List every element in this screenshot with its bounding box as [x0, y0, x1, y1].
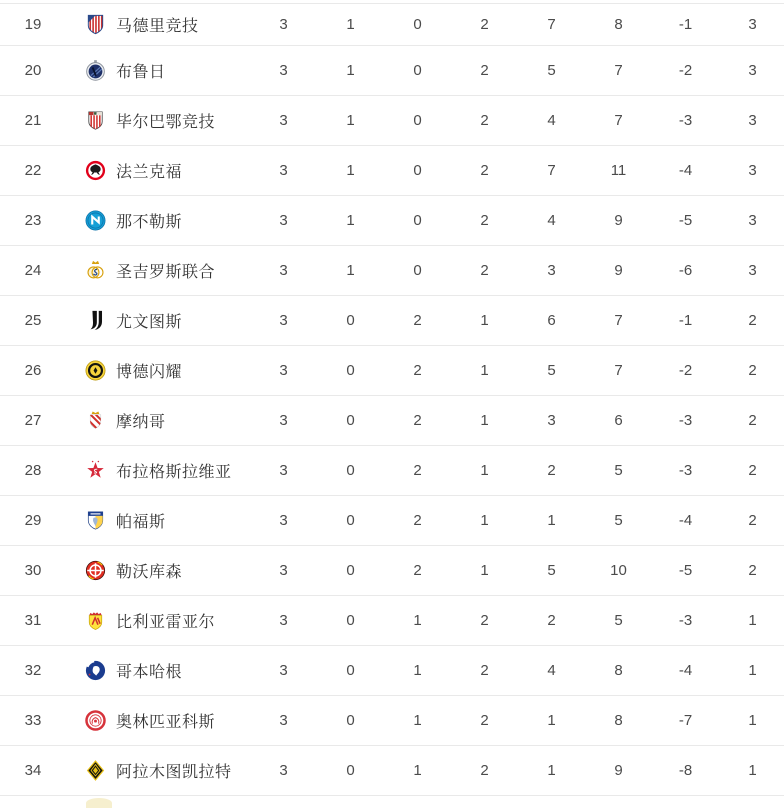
team-stats [250, 446, 784, 495]
stat-goals-against: 8 [614, 16, 623, 33]
team-name: 圣吉罗斯联合 [116, 264, 216, 281]
next-row-logo-sliver [86, 798, 112, 808]
stat-wins: 1 [346, 16, 355, 33]
stat-wins: 0 [346, 412, 355, 429]
table-row[interactable] [0, 396, 784, 446]
stat-goals-for: 1 [547, 512, 556, 529]
team-name: 帕福斯 [116, 514, 166, 531]
stat-goal-diff: -3 [678, 412, 693, 429]
stat-losses: 2 [480, 612, 489, 629]
team-stats [250, 496, 784, 545]
team-name: 勒沃库森 [116, 564, 183, 581]
team-name: 博德闪耀 [116, 364, 183, 381]
stat-goal-diff: -2 [678, 62, 693, 79]
slavia-prague-logo [83, 459, 107, 483]
table-row[interactable] [0, 546, 784, 596]
table-row[interactable] [0, 246, 784, 296]
stat-points: 2 [748, 562, 757, 579]
stat-wins: 1 [346, 62, 355, 79]
stat-goal-diff: -6 [678, 262, 693, 279]
stat-points: 3 [748, 62, 757, 79]
stat-goals-against: 7 [614, 62, 623, 79]
team-rank: 20 [24, 62, 42, 79]
stat-goals-against: 8 [614, 712, 623, 729]
team-name: 奥林匹亚科斯 [116, 714, 216, 731]
stat-played: 3 [279, 212, 288, 229]
copenhagen-logo [83, 659, 107, 683]
stat-goal-diff: -8 [678, 762, 693, 779]
stat-goals-for: 6 [547, 312, 556, 329]
stat-goal-diff: -7 [678, 712, 693, 729]
stat-goals-for: 4 [547, 212, 556, 229]
stat-points: 3 [748, 212, 757, 229]
team-name: 毕尔巴鄂竞技 [116, 114, 216, 131]
stat-goals-for: 1 [547, 712, 556, 729]
team-name: 那不勒斯 [116, 214, 183, 231]
stat-goals-for: 4 [547, 662, 556, 679]
stat-goal-diff: -3 [678, 112, 693, 129]
stat-goals-against: 7 [614, 312, 623, 329]
stat-goals-for: 5 [547, 62, 556, 79]
stat-goals-for: 4 [547, 112, 556, 129]
stat-points: 1 [748, 712, 757, 729]
team-rank: 29 [24, 512, 42, 529]
stat-goals-for: 5 [547, 362, 556, 379]
stat-goals-against: 8 [614, 662, 623, 679]
table-row[interactable] [0, 146, 784, 196]
stat-losses: 2 [480, 262, 489, 279]
stat-losses: 1 [480, 512, 489, 529]
stat-played: 3 [279, 412, 288, 429]
stat-played: 3 [279, 262, 288, 279]
stat-losses: 2 [480, 112, 489, 129]
stat-losses: 2 [480, 212, 489, 229]
stat-wins: 0 [346, 762, 355, 779]
stat-goals-for: 5 [547, 562, 556, 579]
team-rank: 21 [24, 112, 42, 129]
napoli-logo [83, 209, 107, 233]
team-rank: 31 [24, 612, 42, 629]
team-stats [250, 646, 784, 695]
team-stats [250, 196, 784, 245]
team-rank: 32 [24, 662, 42, 679]
stat-goals-against: 9 [614, 262, 623, 279]
team-stats [250, 746, 784, 795]
stat-draws: 2 [413, 512, 422, 529]
stat-losses: 1 [480, 312, 489, 329]
stat-goal-diff: -1 [678, 312, 693, 329]
table-row[interactable] [0, 446, 784, 496]
stat-losses: 2 [480, 762, 489, 779]
club-brugge-logo [83, 59, 107, 83]
team-name: 尤文图斯 [116, 314, 183, 331]
stat-draws: 2 [413, 412, 422, 429]
stat-wins: 1 [346, 262, 355, 279]
stat-goal-diff: -1 [678, 16, 693, 33]
stat-played: 3 [279, 362, 288, 379]
stat-draws: 2 [413, 312, 422, 329]
team-name: 马德里竞技 [116, 18, 199, 35]
stat-goals-against: 5 [614, 462, 623, 479]
stat-draws: 1 [413, 612, 422, 629]
table-row[interactable] [0, 196, 784, 246]
stat-played: 3 [279, 662, 288, 679]
stat-draws: 0 [413, 112, 422, 129]
stat-losses: 1 [480, 412, 489, 429]
stat-goal-diff: -3 [678, 612, 693, 629]
stat-goal-diff: -2 [678, 362, 693, 379]
stat-played: 3 [279, 112, 288, 129]
stat-losses: 2 [480, 62, 489, 79]
stat-goals-for: 2 [547, 462, 556, 479]
stat-wins: 0 [346, 312, 355, 329]
stat-goal-diff: -5 [678, 562, 693, 579]
team-stats [250, 596, 784, 645]
stat-points: 3 [748, 162, 757, 179]
stat-points: 1 [748, 762, 757, 779]
stat-draws: 0 [413, 16, 422, 33]
team-stats [250, 296, 784, 345]
team-rank: 34 [24, 762, 42, 779]
stat-points: 2 [748, 312, 757, 329]
team-rank: 23 [24, 212, 42, 229]
juventus-logo [83, 309, 107, 333]
pafos-logo [83, 509, 107, 533]
team-rank: 19 [24, 16, 42, 33]
stat-played: 3 [279, 612, 288, 629]
stat-played: 3 [279, 712, 288, 729]
stat-draws: 1 [413, 662, 422, 679]
stat-draws: 2 [413, 562, 422, 579]
stat-draws: 0 [413, 62, 422, 79]
stat-losses: 1 [480, 562, 489, 579]
stat-goals-for: 7 [547, 162, 556, 179]
team-stats [250, 4, 784, 45]
villarreal-logo [83, 609, 107, 633]
atletico-madrid-logo [83, 13, 107, 37]
team-stats [250, 696, 784, 745]
stat-losses: 2 [480, 16, 489, 33]
team-stats [250, 346, 784, 395]
stat-goals-against: 10 [610, 562, 627, 579]
stat-wins: 0 [346, 612, 355, 629]
standings-table [0, 4, 784, 796]
team-name: 布拉格斯拉维亚 [116, 464, 232, 481]
table-row[interactable] [0, 46, 784, 96]
team-stats [250, 46, 784, 95]
stat-points: 1 [748, 612, 757, 629]
team-rank: 28 [24, 462, 42, 479]
stat-goal-diff: -4 [678, 662, 693, 679]
stat-played: 3 [279, 762, 288, 779]
stat-played: 3 [279, 162, 288, 179]
stat-goals-against: 5 [614, 612, 623, 629]
team-rank: 22 [24, 162, 42, 179]
stat-wins: 0 [346, 462, 355, 479]
team-stats [250, 96, 784, 145]
stat-wins: 0 [346, 362, 355, 379]
stat-goals-for: 3 [547, 262, 556, 279]
stat-draws: 0 [413, 212, 422, 229]
table-row[interactable] [0, 646, 784, 696]
stat-wins: 0 [346, 712, 355, 729]
table-row[interactable] [0, 746, 784, 796]
stat-losses: 1 [480, 362, 489, 379]
stat-draws: 1 [413, 712, 422, 729]
monaco-logo [83, 409, 107, 433]
stat-points: 2 [748, 462, 757, 479]
stat-wins: 0 [346, 512, 355, 529]
stat-losses: 1 [480, 462, 489, 479]
stat-goals-against: 6 [614, 412, 623, 429]
stat-wins: 1 [346, 162, 355, 179]
table-row[interactable] [0, 346, 784, 396]
team-rank: 33 [24, 712, 42, 729]
stat-goals-against: 11 [610, 162, 627, 179]
stat-goal-diff: -4 [678, 512, 693, 529]
table-row[interactable] [0, 696, 784, 746]
team-name: 法兰克福 [116, 164, 183, 181]
table-row[interactable] [0, 4, 784, 46]
stat-points: 2 [748, 362, 757, 379]
stat-played: 3 [279, 16, 288, 33]
stat-points: 3 [748, 16, 757, 33]
stat-goals-against: 9 [614, 762, 623, 779]
team-stats [250, 146, 784, 195]
team-name: 布鲁日 [116, 64, 166, 81]
team-rank: 24 [24, 262, 42, 279]
stat-losses: 2 [480, 712, 489, 729]
table-row[interactable] [0, 496, 784, 546]
stat-draws: 2 [413, 462, 422, 479]
stat-draws: 0 [413, 262, 422, 279]
team-rank: 30 [24, 562, 42, 579]
stat-wins: 1 [346, 112, 355, 129]
stat-wins: 0 [346, 562, 355, 579]
stat-goals-against: 5 [614, 512, 623, 529]
stat-goal-diff: -3 [678, 462, 693, 479]
stat-goals-for: 1 [547, 762, 556, 779]
stat-points: 2 [748, 512, 757, 529]
stat-wins: 0 [346, 662, 355, 679]
table-row[interactable] [0, 296, 784, 346]
union-sg-logo [83, 259, 107, 283]
frankfurt-logo [83, 159, 107, 183]
stat-played: 3 [279, 62, 288, 79]
leverkusen-logo [83, 559, 107, 583]
team-name: 哥本哈根 [116, 664, 183, 681]
stat-played: 3 [279, 562, 288, 579]
stat-goal-diff: -5 [678, 212, 693, 229]
team-name: 摩纳哥 [116, 414, 166, 431]
athletic-bilbao-logo [83, 109, 107, 133]
team-rank: 25 [24, 312, 42, 329]
stat-draws: 2 [413, 362, 422, 379]
kairat-logo [83, 759, 107, 783]
stat-points: 1 [748, 662, 757, 679]
team-stats [250, 546, 784, 595]
team-stats [250, 246, 784, 295]
table-row[interactable] [0, 596, 784, 646]
team-name: 阿拉木图凯拉特 [116, 764, 232, 781]
stat-goals-for: 3 [547, 412, 556, 429]
stat-played: 3 [279, 312, 288, 329]
stat-goal-diff: -4 [678, 162, 693, 179]
table-row[interactable] [0, 96, 784, 146]
team-rank: 26 [24, 362, 42, 379]
team-rank: 27 [24, 412, 42, 429]
stat-draws: 1 [413, 762, 422, 779]
stat-played: 3 [279, 512, 288, 529]
stat-wins: 1 [346, 212, 355, 229]
stat-losses: 2 [480, 162, 489, 179]
bodo-glimt-logo [83, 359, 107, 383]
stat-goals-for: 2 [547, 612, 556, 629]
stat-played: 3 [279, 462, 288, 479]
stat-points: 2 [748, 412, 757, 429]
stat-draws: 0 [413, 162, 422, 179]
stat-losses: 2 [480, 662, 489, 679]
stat-goals-against: 7 [614, 362, 623, 379]
stat-points: 3 [748, 112, 757, 129]
stat-goals-for: 7 [547, 16, 556, 33]
team-name: 比利亚雷亚尔 [116, 614, 216, 631]
stat-goals-against: 9 [614, 212, 623, 229]
stat-goals-against: 7 [614, 112, 623, 129]
olympiacos-logo [83, 709, 107, 733]
stat-points: 3 [748, 262, 757, 279]
team-stats [250, 396, 784, 445]
